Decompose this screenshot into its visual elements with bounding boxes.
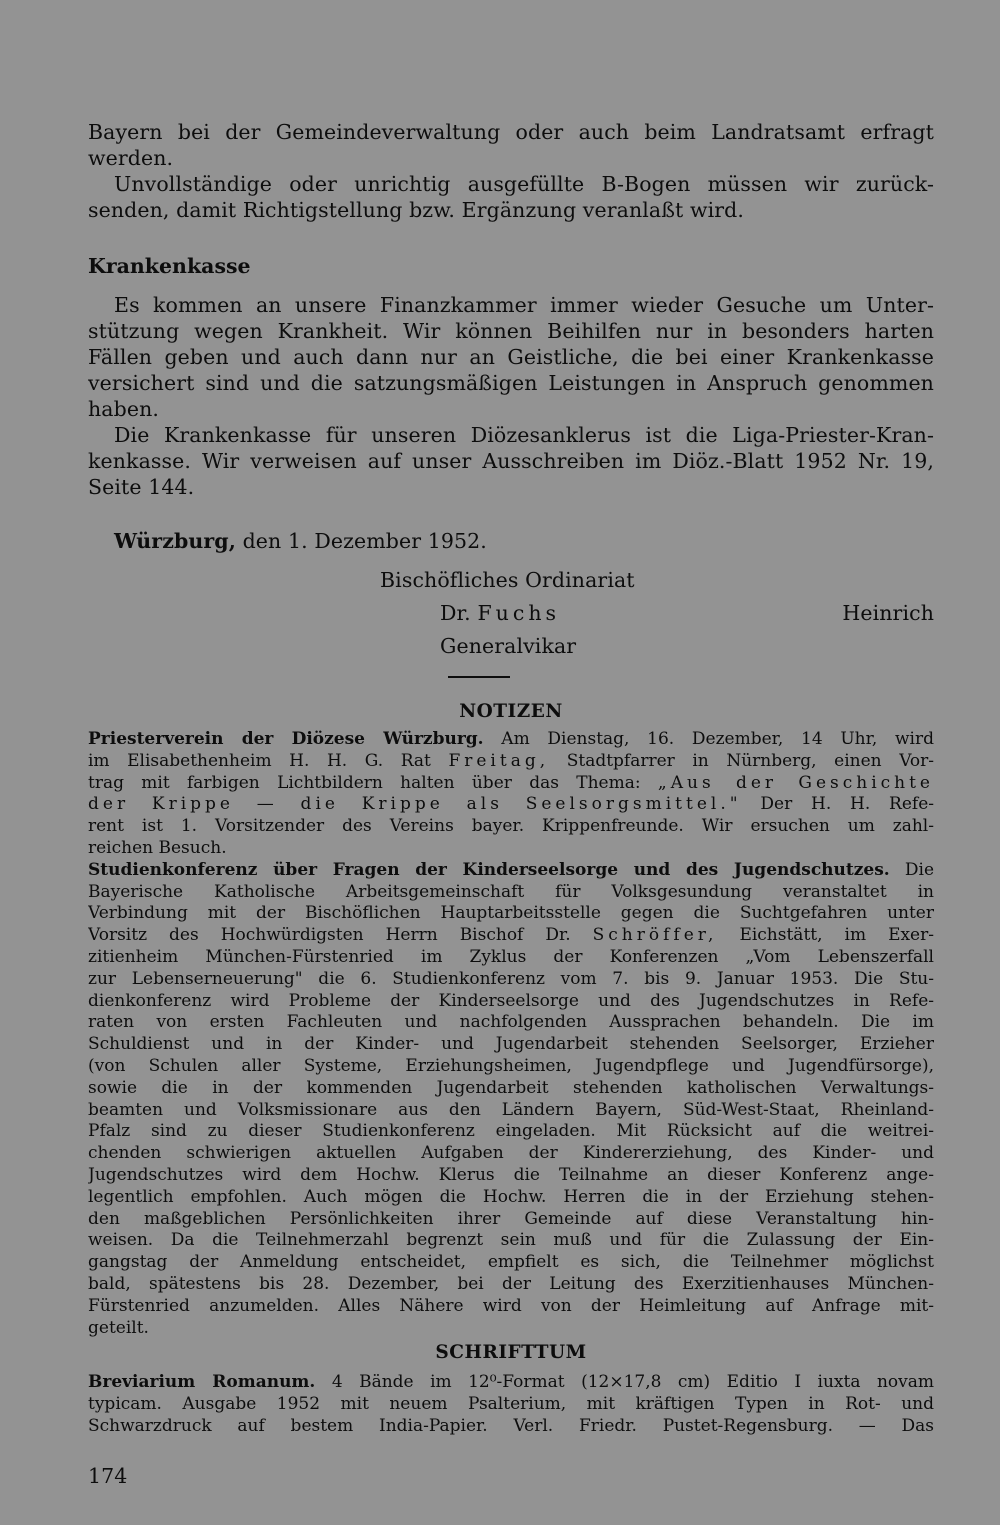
- office-name: Bischöfliches Ordinariat: [380, 568, 635, 592]
- text-line: den maßgeblichen Persönlichkeiten ihrer Gemeinde auf diese Veranstaltung hin-: [88, 1208, 934, 1229]
- text-line: Fürstenried anzumelden. Alles Nähere wird von der Heimleitung auf Anfrage mit-: [88, 1295, 934, 1316]
- signatory-name: Dr. Fuchs: [440, 601, 561, 625]
- text-line: stützung wegen Krankheit. Wir können Beihilfen nur in besonders harten: [88, 319, 934, 343]
- text-line: chenden schwierigen aktuellen Aufgaben der Kindererziehung, des Kinder- und: [88, 1143, 934, 1164]
- text-line: Bayern bei der Gemeindeverwaltung oder auch beim Landratsamt erfragt: [88, 120, 934, 144]
- text-line: Seite 144.: [88, 475, 195, 499]
- text-line: gangstag der Anmeldung entscheidet, empfielt es sich, die Teilnehmer möglichst: [88, 1252, 934, 1273]
- section-divider: [448, 676, 510, 678]
- krankenkasse-paragraph: [88, 292, 934, 500]
- text-line: Schuldienst und in der Kinder- und Jugendarbeit stehenden Seelsorger, Erzieher: [88, 1034, 934, 1055]
- text-line: trag mit farbigen Lichtbildern halten über das Thema: „Aus der Geschichte: [88, 772, 934, 793]
- text-line: zur Lebenserneuerung" die 6. Studienkonferenz vom 7. bis 9. Januar 1953. Die Stu-: [88, 968, 934, 989]
- text-line: Es kommen an unsere Finanzkammer immer wieder Gesuche um Unter-: [114, 293, 934, 317]
- text-line: Vorsitz des Hochwürdigsten Herrn Bischof Dr. Schröffer, Eichstätt, im Exer-: [88, 925, 934, 946]
- notizen-body: [88, 729, 934, 1339]
- text-line: dienkonferenz wird Probleme der Kinderseelsorge und des Jugendschutzes in Refe-: [88, 990, 934, 1011]
- text-line: reichen Besuch.: [88, 837, 227, 858]
- intro-paragraph: [88, 119, 934, 223]
- text-line: der Krippe — die Krippe als Seelsorgsmittel." Der H. H. Refe-: [88, 794, 934, 815]
- notizen-heading: NOTIZEN: [459, 701, 563, 722]
- text-line: haben.: [88, 397, 159, 421]
- place: Würzburg,: [114, 529, 236, 553]
- text-line: raten von ersten Fachleuten und nachfolgenden Aussprachen behandeln. Die im: [88, 1012, 934, 1033]
- text-line: rent ist 1. Vorsitzender des Vereins bayer. Krippenfreunde. Wir ersuchen um zahl-: [88, 816, 934, 837]
- text-line: senden, damit Richtigstellung bzw. Ergänzung veranlaßt wird.: [88, 198, 745, 222]
- section-heading-krankenkasse: Krankenkasse: [88, 254, 251, 278]
- text-line: typicam. Ausgabe 1952 mit neuem Psalterium, mit kräftigen Typen in Rot- und: [88, 1393, 934, 1414]
- text-line: Bayerische Katholische Arbeitsgemeinschaft für Volksgesundung veranstaltet in: [88, 881, 934, 902]
- paragraph-lead: Priesterverein der Diözese Würzburg.: [88, 729, 484, 749]
- signatory-right-name: Heinrich: [842, 601, 934, 625]
- text-line: Jugendschutzes wird dem Hochw. Klerus die Teilnahme an dieser Konferenz ange-: [88, 1164, 934, 1185]
- schrifttum-body: [88, 1372, 934, 1437]
- text-line: Fällen geben und auch dann nur an Geistliche, die bei einer Krankenkasse: [88, 345, 934, 369]
- text-line: kenkasse. Wir verweisen auf unser Ausschreiben im Diöz.-Blatt 1952 Nr. 19,: [88, 449, 934, 473]
- text-line: Breviarium Romanum. 4 Bände im 12⁰-Format (12×17,8 cm) Editio I iuxta novam: [88, 1372, 934, 1392]
- text-line: Die Krankenkasse für unseren Diözesanklerus ist die Liga-Priester-Kran-: [114, 423, 934, 447]
- text-line: Studienkonferenz über Fragen der Kinderseelsorge und des Jugendschutzes. Die: [88, 859, 934, 880]
- text-line: weisen. Da die Teilnehmerzahl begrenzt sein muß und für die Zulassung der Ein-: [88, 1230, 934, 1251]
- text-line: beamten und Volksmissionare aus den Ländern Bayern, Süd-West-Staat, Rheinland-: [88, 1099, 934, 1120]
- text-line: (von Schulen aller Systeme, Erziehungsheimen, Jugendpflege und Jugendfürsorge),: [88, 1055, 934, 1076]
- text-line: Priesterverein der Diözese Würzburg. Am Dienstag, 16. Dezember, 14 Uhr, wird: [88, 729, 934, 749]
- page-number: 174: [88, 1464, 128, 1488]
- text-line: legentlich empfohlen. Auch mögen die Hochw. Herren die in der Erziehung stehen-: [88, 1186, 934, 1207]
- date: den 1. Dezember 1952.: [242, 529, 487, 553]
- text-line: Schwarzdruck auf bestem India-Papier. Verl. Friedr. Pustet-Regensburg. — Das: [88, 1415, 934, 1436]
- text-line: Verbindung mit der Bischöflichen Hauptarbeitsstelle gegen die Suchtgefahren unter: [88, 903, 934, 924]
- text-line: im Elisabethenheim H. H. G. Rat Freitag, Stadtpfarrer in Nürnberg, einen Vor-: [88, 750, 934, 771]
- paragraph-lead: Studienkonferenz über Fragen der Kinderseelsorge und des Jugendschutzes.: [88, 859, 890, 880]
- text-line: geteilt.: [88, 1317, 149, 1338]
- text-line: Pfalz sind zu dieser Studienkonferenz eingeladen. Mit Rücksicht auf die weitrei-: [88, 1121, 934, 1142]
- text-line: Unvollständige oder unrichtig ausgefüllte B-Bogen müssen wir zurück-: [114, 172, 934, 196]
- text-line: sowie die in der kommenden Jugendarbeit stehenden katholischen Verwaltungs-: [88, 1077, 934, 1098]
- date-line: [114, 528, 487, 554]
- text-line: werden.: [88, 146, 174, 170]
- schrifttum-heading: SCHRIFTTUM: [435, 1342, 587, 1363]
- paragraph-lead: Breviarium Romanum.: [88, 1372, 316, 1392]
- signatory-title: Generalvikar: [440, 634, 577, 658]
- text-line: versichert sind und die satzungsmäßigen Leistungen in Anspruch genommen: [88, 371, 934, 395]
- text-line: bald, spätestens bis 28. Dezember, bei der Leitung des Exerzitienhauses München-: [88, 1273, 934, 1294]
- text-line: zitienheim München-Fürstenried im Zyklus der Konferenzen „Vom Lebenszerfall: [88, 946, 934, 967]
